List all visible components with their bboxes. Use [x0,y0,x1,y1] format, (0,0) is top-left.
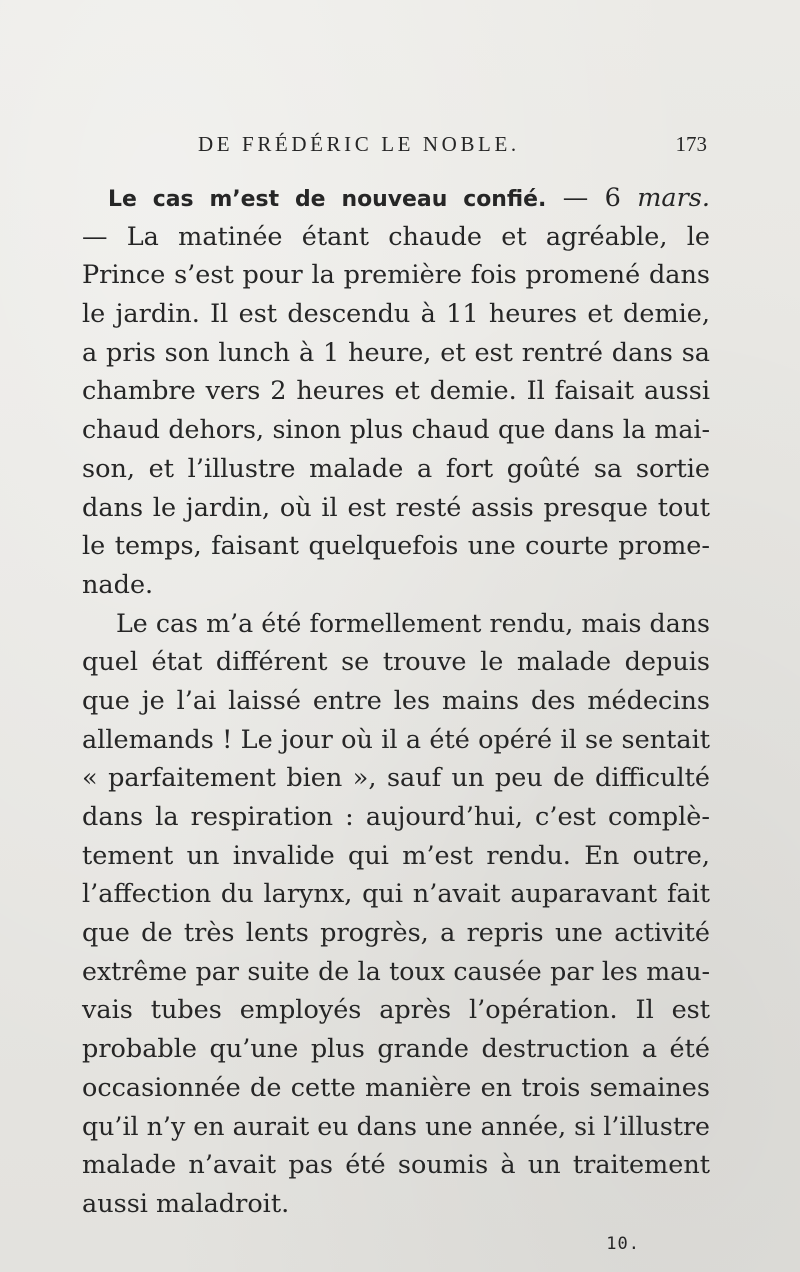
text-line: le jardin. Il est descendu à 11 heures et demie, [82,299,710,330]
text-line: allemands ! Le jour où il a été opéré il se sentait [82,724,710,755]
text-line: chambre vers 2 heures et demie. Il faisait aussi [82,376,710,407]
signature-mark: 10. [606,1234,640,1254]
text-line: l’affection du larynx, qui n’avait auparavant fait [82,879,710,910]
page-number: 173 [675,132,707,156]
text-line: extrême par suite de la toux causée par les mau- [82,956,710,986]
text-line: Prince s’est pour la première fois promené dans [82,260,710,291]
text-line: — La matinée étant chaude et agréable, le [82,221,710,252]
text-line: dans le jardin, où il est resté assis presque tout [82,492,710,523]
text-line: Le cas m’a été formellement rendu, mais dans [116,608,710,638]
text-line: dans la respiration : aujourd’hui, c’est complè- [82,802,710,832]
text-line [82,179,710,218]
text-line: qu’il n’y en aurait eu dans une année, si l’illustre [82,1111,710,1141]
heading-dash: — 6 [546,183,638,213]
running-title: DE FRÉDÉRIC LE NOBLE. [198,132,520,156]
text-line: vais tubes employés après l’opération. Il est [82,995,710,1026]
text-line: son, et l’illustre malade a fort goûté sa sortie [82,453,710,484]
text-line: aussi maladroit. [82,1188,290,1219]
page-header [0,128,800,160]
text-line: chaud dehors, sinon plus chaud que dans la mai- [82,415,710,445]
text-line: le temps, faisant quelquefois une courte prome- [82,531,710,562]
text-line: que de très lents progrès, a repris une activité [82,918,710,949]
text-line: nade. [82,569,154,600]
entry-date: mars. [637,183,710,213]
text-line: quel état différent se trouve le malade depuis [82,647,710,678]
text-line: occasionnée de cette manière en trois semaines [82,1072,710,1103]
text-line: tement un invalide qui m’est rendu. En outre, [82,840,710,871]
text-line: malade n’avait pas été soumis à un traitement [82,1150,710,1181]
text-line: que je l’ai laissé entre les mains des médecins [82,685,710,716]
marginal-heading: Le cas m’est de nouveau confié. [108,187,547,212]
text-line: « parfaitement bien », sauf un peu de difficulté [82,763,710,794]
body-text [82,179,710,1224]
text-line: a pris son lunch à 1 heure, et est rentré dans sa [82,337,710,368]
text-line: probable qu’une plus grande destruction a été [82,1034,710,1065]
